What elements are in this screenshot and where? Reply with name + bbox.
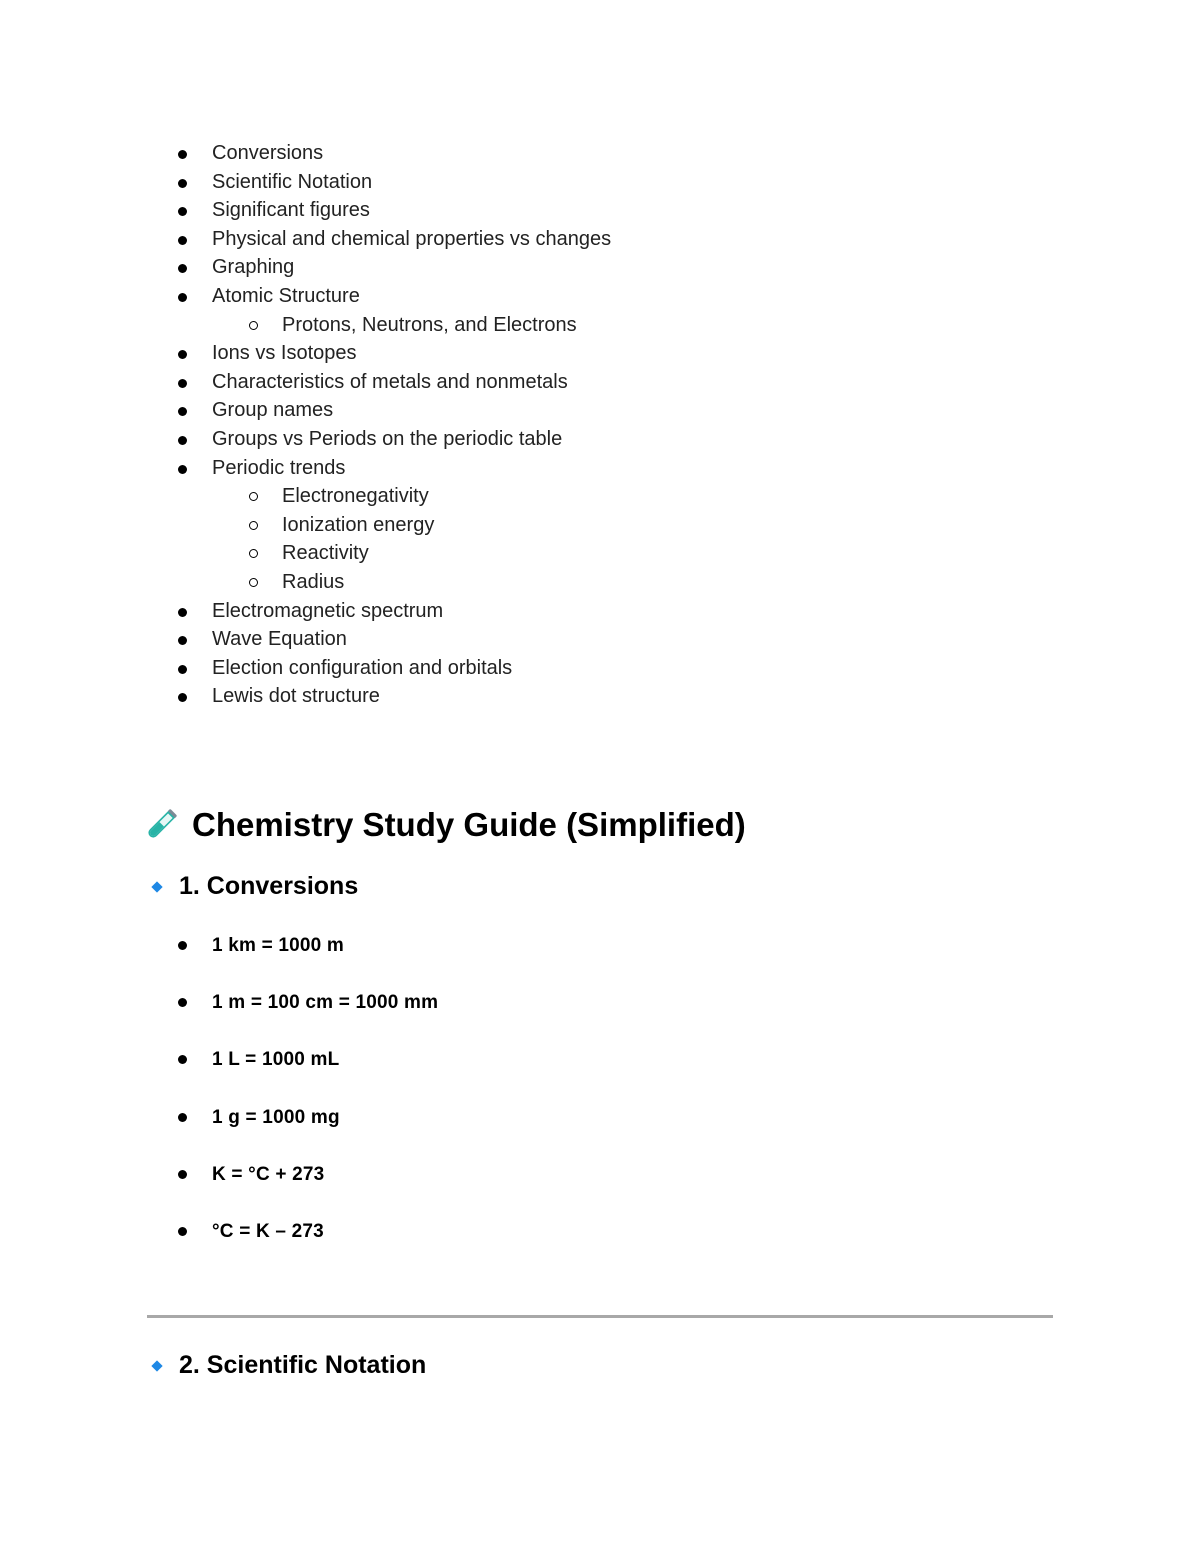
page-title bbox=[142, 800, 746, 850]
list-item: K = °C + 273 bbox=[0, 1159, 1200, 1216]
list-item: Electromagnetic spectrum bbox=[0, 597, 1200, 626]
bullet-disc-icon bbox=[178, 665, 187, 674]
bullet-disc-icon bbox=[178, 379, 187, 388]
horizontal-rule bbox=[147, 1315, 1053, 1318]
bullet-disc-icon bbox=[178, 465, 187, 474]
list-item: Characteristics of metals and nonmetals bbox=[0, 368, 1200, 397]
bullet-disc-icon bbox=[178, 998, 187, 1007]
topic-list bbox=[0, 139, 1200, 711]
bullet-disc-icon bbox=[178, 608, 187, 617]
list-item: Graphing bbox=[0, 253, 1200, 282]
bullet-disc-icon bbox=[178, 350, 187, 359]
list-item: 1 km = 1000 m bbox=[0, 930, 1200, 987]
list-item: Physical and chemical properties vs changes bbox=[0, 225, 1200, 254]
list-item: Wave Equation bbox=[0, 625, 1200, 654]
test-tube-icon bbox=[142, 806, 180, 844]
sub-list-item: Protons, Neutrons, and Electrons bbox=[0, 311, 1200, 340]
sub-list-item: Ionization energy bbox=[0, 511, 1200, 540]
list-item: Atomic Structure bbox=[0, 282, 1200, 311]
bullet-disc-icon bbox=[178, 179, 187, 188]
list-item: Election configuration and orbitals bbox=[0, 654, 1200, 683]
bullet-disc-icon bbox=[178, 407, 187, 416]
section-heading: 2. Scientific Notation bbox=[150, 1351, 426, 1380]
bullet-circle-icon bbox=[249, 521, 258, 530]
list-item: Lewis dot structure bbox=[0, 682, 1200, 711]
bullet-circle-icon bbox=[249, 321, 258, 330]
list-item: 1 L = 1000 mL bbox=[0, 1044, 1200, 1101]
diamond-bullet-icon bbox=[151, 1360, 162, 1371]
list-item: Periodic trends bbox=[0, 454, 1200, 483]
bullet-disc-icon bbox=[178, 236, 187, 245]
bullet-disc-icon bbox=[178, 150, 187, 159]
conversion-list bbox=[0, 930, 1200, 1273]
list-item: Ions vs Isotopes bbox=[0, 339, 1200, 368]
bullet-disc-icon bbox=[178, 436, 187, 445]
bullet-disc-icon bbox=[178, 1113, 187, 1122]
sub-list-item: Radius bbox=[0, 568, 1200, 597]
sub-list-item: Reactivity bbox=[0, 539, 1200, 568]
list-item: 1 m = 100 cm = 1000 mm bbox=[0, 987, 1200, 1044]
bullet-disc-icon bbox=[178, 1227, 187, 1236]
sub-list-item: Electronegativity bbox=[0, 482, 1200, 511]
list-item: Conversions bbox=[0, 139, 1200, 168]
diamond-bullet-icon bbox=[151, 881, 162, 892]
bullet-circle-icon bbox=[249, 549, 258, 558]
list-item: °C = K – 273 bbox=[0, 1216, 1200, 1273]
list-item: 1 g = 1000 mg bbox=[0, 1102, 1200, 1159]
bullet-disc-icon bbox=[178, 693, 187, 702]
list-item: Significant figures bbox=[0, 196, 1200, 225]
guide-title: Chemistry Study Guide (Simplified) bbox=[192, 806, 746, 843]
bullet-disc-icon bbox=[178, 1055, 187, 1064]
bullet-disc-icon bbox=[178, 293, 187, 302]
bullet-disc-icon bbox=[178, 636, 187, 645]
bullet-disc-icon bbox=[178, 1170, 187, 1179]
bullet-disc-icon bbox=[178, 207, 187, 216]
section-heading: 1. Conversions bbox=[150, 872, 358, 901]
bullet-circle-icon bbox=[249, 578, 258, 587]
bullet-disc-icon bbox=[178, 264, 187, 273]
list-item: Groups vs Periods on the periodic table bbox=[0, 425, 1200, 454]
list-item: Group names bbox=[0, 396, 1200, 425]
bullet-circle-icon bbox=[249, 492, 258, 501]
list-item: Scientific Notation bbox=[0, 168, 1200, 197]
bullet-disc-icon bbox=[178, 941, 187, 950]
